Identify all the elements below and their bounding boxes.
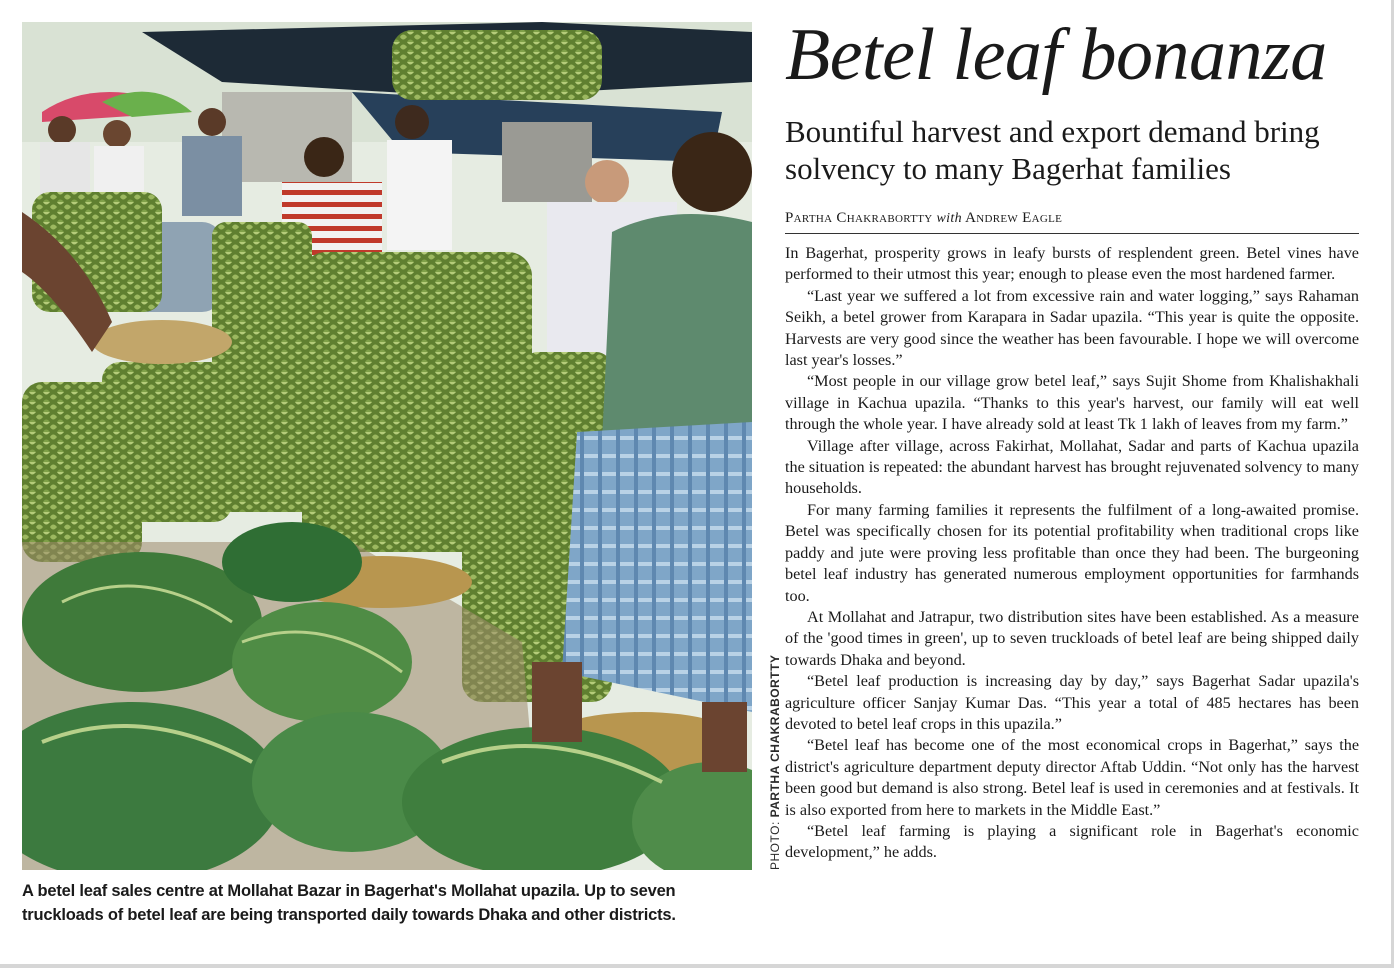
- headline: Betel leaf bonanza: [785, 14, 1327, 96]
- subheadline: Bountiful harvest and export demand bring solvency to many Bagerhat families: [785, 114, 1320, 186]
- paragraph-8: “Betel leaf has become one of the most economical crops in Bagerhat,” says the district's agriculture department deputy director Aftab Uddin. “Not only has the harvest been good but demand is also strong. Betel leaf is used in ceremonies and at festivals. It is also exported from here to markets in the Middle East.”: [785, 736, 1359, 819]
- byline-author: Partha Chakrabortty: [785, 210, 933, 226]
- paragraph-9: “Betel leaf farming is playing a significant role in Bagerhat's economic development,” he adds.: [785, 821, 1359, 862]
- betel-market-illustration: [22, 22, 752, 870]
- article-body: [785, 243, 1359, 864]
- market-photo: [22, 22, 752, 870]
- paragraph-7: “Betel leaf production is increasing day by day,” says Bagerhat Sadar upazila's agriculture officer Sanjay Kumar Das. “This year a total of 485 hectares has been devoted to betel leaf crops in this upazila.”: [785, 672, 1359, 733]
- byline-with: with: [936, 211, 962, 226]
- paragraph-1: In Bagerhat, prosperity grows in leafy bursts of resplendent green. Betel vines have performed to their utmost this year; enough to please even the most hardened farmer.: [785, 244, 1359, 284]
- photo-credit-label: PHOTO:: [768, 821, 782, 870]
- photo-credit-name: PARTHA CHAKRABORTTY: [768, 654, 782, 818]
- photo-credit: [768, 655, 782, 870]
- paragraph-6: At Mollahat and Jatrapur, two distribution sites have been established. As a measure of the 'good times in green', up to seven truckloads of betel leaf are being shipped daily towards Dhaka and beyond.: [785, 607, 1359, 669]
- paragraph-4: Village after village, across Fakirhat, Mollahat, Sadar and parts of Kachua upazila the situation is repeated: the abundant harvest has brought rejuvenated solvency to many households.: [785, 436, 1359, 498]
- paragraph-2: “Last year we suffered a lot from excessive rain and water logging,” says Rahaman Seikh, a betel grower from Karapara in Sadar upazila. “This year is quite the opposite. Harvests are very good since the weather has been favourable. I hope we will overcome last year's losses.”: [785, 286, 1359, 370]
- paragraph-5: For many farming families it represents the fulfilment of a long-awaited promise. Betel was specifically chosen for its potential profitability when traditional crops like paddy and jute were proving less profitable than once they had been. The burgeoning betel leaf industry has generated numerous employment opportunities for farmhands too.: [785, 500, 1359, 605]
- byline: [785, 210, 1359, 234]
- photo-caption: A betel leaf sales centre at Mollahat Bazar in Bagerhat's Mollahat upazila. Up to seven truckloads of betel leaf are being transported daily towards Dhaka and other districts.: [22, 882, 676, 924]
- byline-coauthor: Andrew Eagle: [965, 210, 1063, 226]
- paragraph-3: “Most people in our village grow betel leaf,” says Sujit Shome from Khalishakhali village in Kachua upazila. “Thanks to this year's harvest, our family will eat well through the whole year. I have already sold at least Tk 1 lakh of leaves from my farm.”: [785, 372, 1359, 434]
